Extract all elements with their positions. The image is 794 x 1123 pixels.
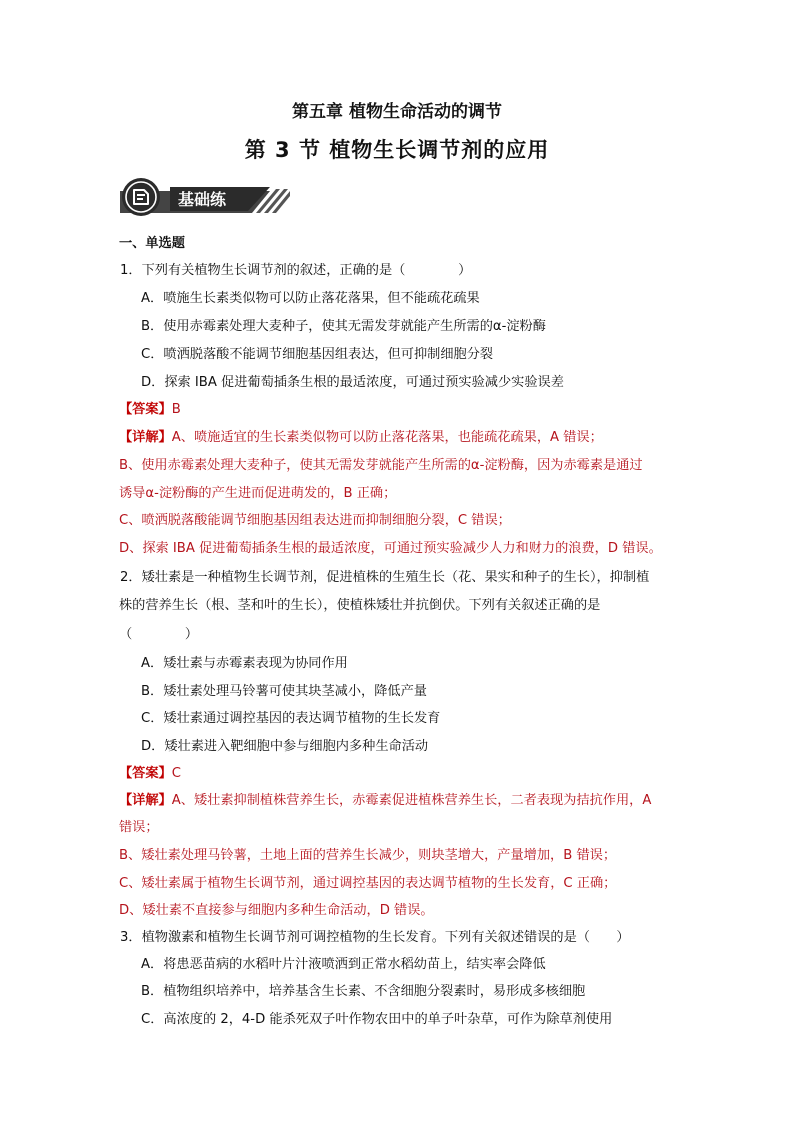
- chapter-title: 第五章 植物生命活动的调节: [292, 102, 502, 122]
- q1-stem: 1．下列有关植物生长调节剂的叙述，正确的是（ ）: [120, 263, 472, 278]
- q2-detail-line: 错误；: [119, 820, 159, 835]
- q2-stem-line: 株的营养生长（根、茎和叶的生长），使植株矮壮并抗倒伏。下列有关叙述正确的是: [119, 598, 601, 613]
- q2-detail-line: B、矮壮素处理马铃薯，土地上面的营养生长减少，则块茎增大，产量增加，B 错误；: [119, 848, 617, 863]
- q1-option-d: D．探索 IBA 促进葡萄插条生根的最适浓度，可通过预实验减少实验误差: [141, 375, 564, 390]
- q3-option-a: A．将患恶苗病的水稻叶片汁液喷洒到正常水稻幼苗上，结实率会降低: [141, 957, 546, 972]
- q2-answer: [119, 766, 181, 782]
- banner-basic-practice: [120, 177, 290, 217]
- q3-option-b: B．植物组织培养中，培养基含生长素、不含细胞分裂素时，易形成多核细胞: [141, 984, 586, 999]
- q3-option-c: C．高浓度的 2，4-D 能杀死双子叶作物农田中的单子叶杂草，可作为除草剂使用: [141, 1012, 613, 1027]
- q1-detail-line: C、喷洒脱落酸能调节细胞基因组表达进而抑制细胞分裂，C 错误；: [119, 513, 511, 528]
- q2-option-b: B．矮壮素处理马铃薯可使其块茎减小，降低产量: [141, 684, 427, 699]
- detail-text: A、喷施适宜的生长素类似物可以防止落花落果，也能疏花疏果，A 错误；: [171, 430, 603, 445]
- section-title: 第 3 节 植物生长调节剂的应用: [244, 138, 550, 162]
- answer-value: B: [171, 402, 181, 417]
- q2-detail-line: C、矮壮素属于植物生长调节剂，通过调控基因的表达调节植物的生长发育，C 正确；: [119, 876, 617, 891]
- banner-label: 基础练: [178, 190, 227, 209]
- q2-option-d: D．矮壮素进入靶细胞中参与细胞内多种生命活动: [141, 739, 429, 754]
- q1-option-b: B．使用赤霉素处理大麦种子，使其无需发芽就能产生所需的α-淀粉酶: [141, 319, 546, 334]
- answer-label: 【答案】: [119, 402, 172, 417]
- q1-answer: [119, 402, 181, 418]
- q3-stem: 3．植物激素和植物生长调节剂可调控植物的生长发育。下列有关叙述错误的是（ ）: [120, 930, 630, 945]
- q2-option-a: A．矮壮素与赤霉素表现为协同作用: [141, 656, 348, 671]
- banner-badge: [122, 178, 160, 216]
- q1-option-c: C．喷洒脱落酸不能调节细胞基因组表达，但可抑制细胞分裂: [141, 347, 494, 362]
- q1-detail-line: B、使用赤霉素处理大麦种子，使其无需发芽就能产生所需的α-淀粉酶，因为赤霉素是通过: [119, 458, 643, 473]
- q1-detail-line: D、探索 IBA 促进葡萄插条生根的最适浓度，可通过预实验减少人力和财力的浪费，D 错误。: [119, 541, 662, 556]
- q2-stem-line: （ ）: [119, 627, 199, 642]
- q1-option-a: A．喷施生长素类似物可以防止落花落果，但不能疏花疏果: [141, 291, 480, 306]
- detail-label: 【详解】: [119, 793, 172, 808]
- q2-detail-line: D、矮壮素不直接参与细胞内多种生命活动，D 错误。: [119, 903, 434, 918]
- q2-stem-line: 2．矮壮素是一种植物生长调节剂，促进植株的生殖生长（花、果实和种子的生长），抑制植: [120, 570, 650, 585]
- part-heading: 一、单选题: [119, 236, 185, 251]
- answer-value: C: [171, 766, 181, 781]
- q1-detail-line: 诱导α-淀粉酶的产生进而促进萌发的，B 正确；: [119, 486, 397, 501]
- q1-detail-line: [119, 430, 603, 446]
- q2-option-c: C．矮壮素通过调控基因的表达调节植物的生长发育: [141, 711, 441, 726]
- answer-label: 【答案】: [119, 766, 172, 781]
- detail-text: A、矮壮素抑制植株营养生长，赤霉素促进植株营养生长，二者表现为拮抗作用，A: [171, 793, 652, 808]
- q2-detail-line: [119, 793, 651, 809]
- detail-label: 【详解】: [119, 430, 172, 445]
